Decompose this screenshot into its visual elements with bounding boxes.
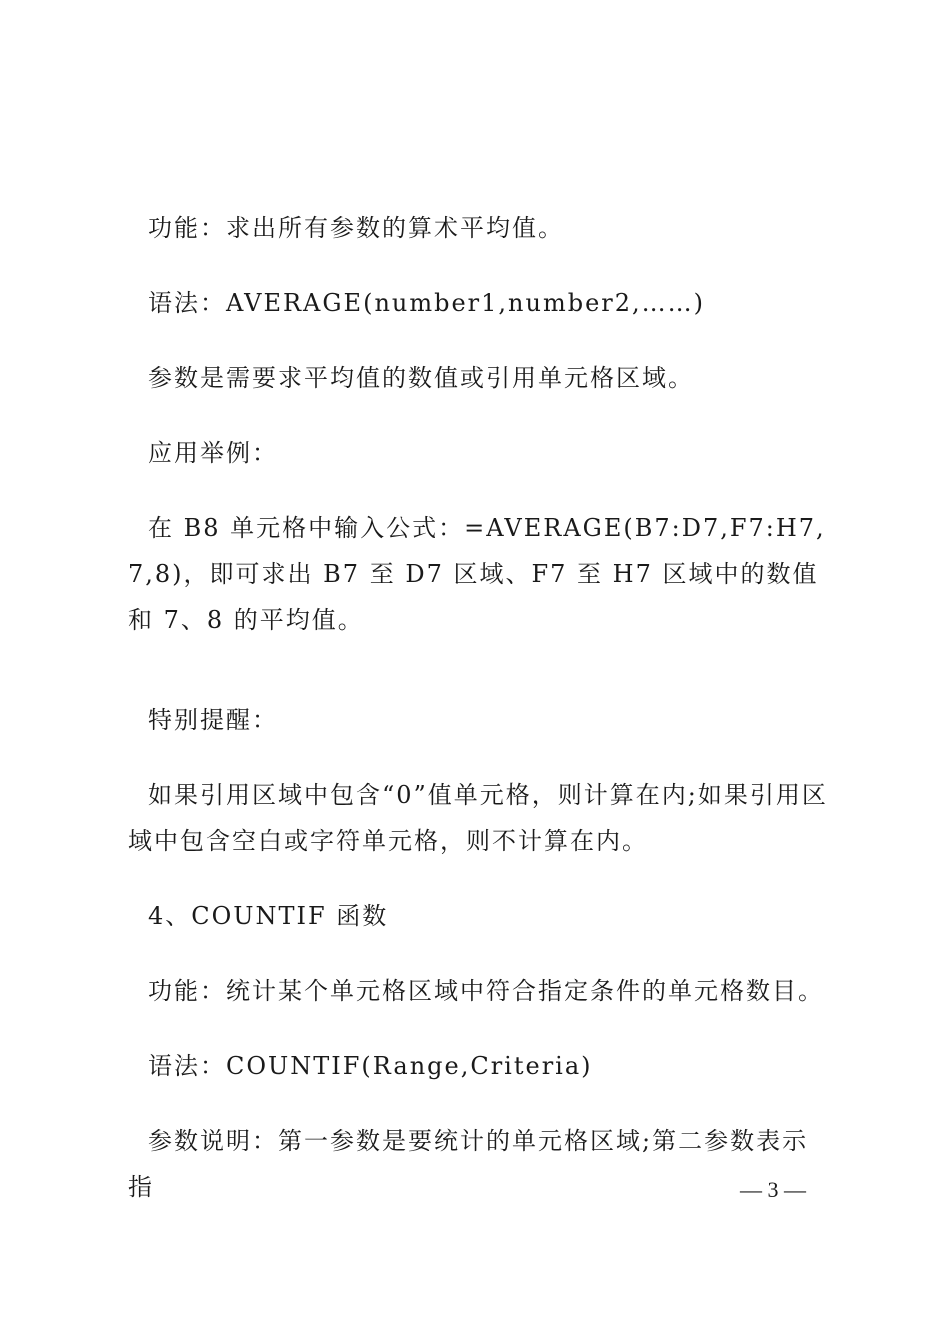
paragraph-countif-heading: 4、COUNTIF 函数	[148, 902, 389, 930]
paragraph-function-average: 功能：求出所有参数的算术平均值。	[148, 214, 564, 242]
paragraph-example-heading: 应用举例：	[148, 439, 278, 467]
paragraph-function-countif: 功能：统计某个单元格区域中符合指定条件的单元格数目。	[148, 977, 824, 1005]
paragraph-params-average: 参数是需要求平均值的数值或引用单元格区域。	[148, 364, 694, 392]
paragraph-params-countif: 参数说明：第一参数是要统计的单元格区域;第二参数表示指	[128, 1127, 809, 1201]
paragraph-reminder-body: 如果引用区域中包含“0”值单元格，则计算在内;如果引用区域中包含空白或字符单元格，则不计算在内。	[128, 781, 828, 855]
paragraph-example-body: 在 B8 单元格中输入公式：=AVERAGE(B7:D7,F7:H7,7,8)，即可求出 B7 至 D7 区域、F7 至 H7 区域中的数值和 7、8 的平均值。	[128, 514, 826, 634]
paragraph-syntax-countif: 语法：COUNTIF(Range,Criteria)	[148, 1052, 593, 1080]
document-body	[128, 205, 833, 1210]
paragraph-syntax-average: 语法：AVERAGE(number1,number2,……)	[148, 289, 706, 317]
page-number: — 3 —	[740, 1177, 806, 1202]
paragraph-reminder-heading: 特别提醒：	[148, 706, 278, 734]
